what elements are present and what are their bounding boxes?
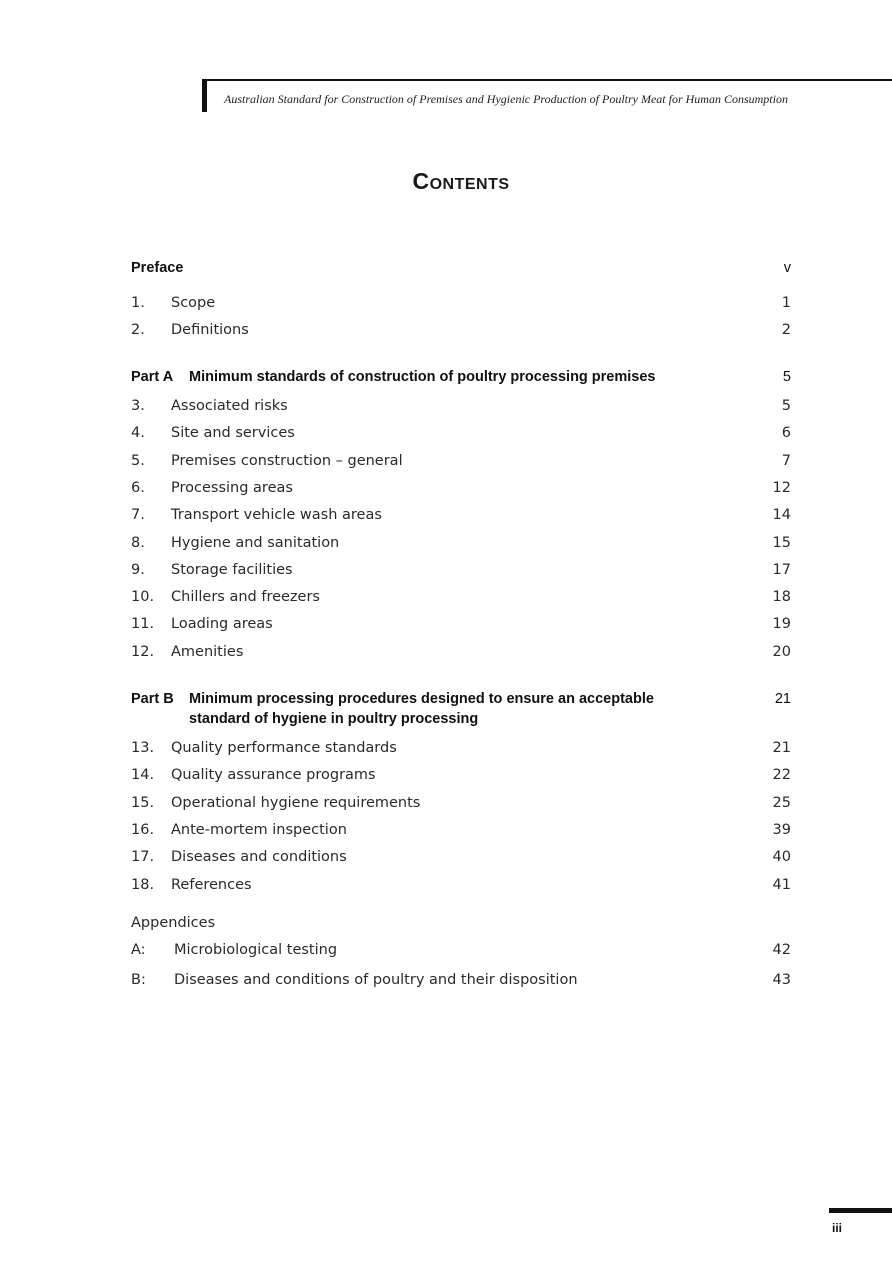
toc-number: 2. — [131, 322, 145, 338]
toc-number: 16. — [131, 822, 155, 838]
toc-page: 14 — [772, 507, 791, 523]
toc-label: Scope — [171, 295, 216, 311]
toc-number: 7. — [131, 507, 145, 523]
toc-label: Appendices — [131, 915, 216, 931]
toc-page: 41 — [772, 877, 791, 893]
toc-part-number: Part B — [131, 691, 174, 707]
running-header: Australian Standard for Construction of Premises and Hygienic Production of Poultry Meat for Human Consumption — [224, 92, 788, 106]
toc-page: 21 — [774, 691, 791, 707]
footer-rule — [829, 1208, 892, 1213]
toc-page: 15 — [772, 535, 791, 551]
toc-number: 3. — [131, 398, 145, 414]
header-bar — [202, 79, 207, 112]
toc-label: Microbiological testing — [174, 942, 338, 958]
toc-label: Definitions — [171, 322, 249, 338]
toc-number: 15. — [131, 795, 155, 811]
header-rule — [202, 79, 892, 81]
toc-number: 11. — [131, 616, 155, 632]
toc-page: 18 — [772, 589, 791, 605]
toc-label-continuation: standard of hygiene in poultry processing — [189, 711, 479, 727]
toc-page: 2 — [781, 322, 791, 338]
toc-page: 20 — [772, 644, 791, 660]
toc-label: Ante-mortem inspection — [171, 822, 347, 838]
toc-page: 12 — [772, 480, 791, 496]
toc-label: Chillers and freezers — [171, 589, 320, 605]
toc-label: Quality assurance programs — [171, 767, 376, 783]
toc-page: 5 — [781, 398, 791, 414]
toc-part-number: Part A — [131, 369, 174, 385]
toc-page: 42 — [772, 942, 791, 958]
toc-page: 19 — [772, 616, 791, 632]
toc-page: 17 — [772, 562, 791, 578]
toc-number: 13. — [131, 740, 155, 756]
toc-page: 22 — [772, 767, 791, 783]
toc-label: Operational hygiene requirements — [171, 795, 421, 811]
toc-label: Loading areas — [171, 616, 273, 632]
toc-page: 43 — [772, 972, 791, 988]
toc-page: v — [783, 260, 791, 276]
toc-number: A: — [131, 942, 146, 958]
toc-label: Hygiene and sanitation — [171, 535, 340, 551]
toc-number: 6. — [131, 480, 145, 496]
toc-page: 25 — [772, 795, 791, 811]
toc-number: 18. — [131, 877, 155, 893]
toc-number: 14. — [131, 767, 155, 783]
toc-page: 21 — [772, 740, 791, 756]
toc-number: B: — [131, 972, 146, 988]
toc-page: 40 — [772, 849, 791, 865]
toc-page: 39 — [772, 822, 791, 838]
toc-number: 1. — [131, 295, 145, 311]
toc-label: Minimum standards of construction of poultry processing premises — [189, 369, 656, 385]
toc-number: 8. — [131, 535, 145, 551]
page-title: Contents — [412, 168, 510, 194]
toc-number: 4. — [131, 425, 145, 441]
toc-number: 10. — [131, 589, 155, 605]
toc-label: Diseases and conditions — [171, 849, 347, 865]
toc-number: 9. — [131, 562, 145, 578]
toc-page: 5 — [782, 369, 791, 385]
toc-number: 5. — [131, 453, 145, 469]
toc-label: Transport vehicle wash areas — [171, 507, 382, 523]
toc-label: Minimum processing procedures designed to ensure an acceptable — [189, 691, 654, 707]
toc-label: References — [171, 877, 252, 893]
toc-label: Storage facilities — [171, 562, 293, 578]
page-number: iii — [832, 1221, 843, 1235]
toc-number: 12. — [131, 644, 155, 660]
toc-label: Diseases and conditions of poultry and their disposition — [174, 972, 578, 988]
toc-label: Preface — [131, 260, 184, 276]
toc-label: Processing areas — [171, 480, 293, 496]
toc-label: Site and services — [171, 425, 295, 441]
toc-number: 17. — [131, 849, 155, 865]
toc-label: Associated risks — [171, 398, 288, 414]
toc-label: Quality performance standards — [171, 740, 397, 756]
toc-page: 1 — [781, 295, 791, 311]
toc-page: 6 — [781, 425, 791, 441]
toc-page: 7 — [781, 453, 791, 469]
toc-label: Premises construction – general — [171, 453, 403, 469]
toc-label: Amenities — [171, 644, 244, 660]
